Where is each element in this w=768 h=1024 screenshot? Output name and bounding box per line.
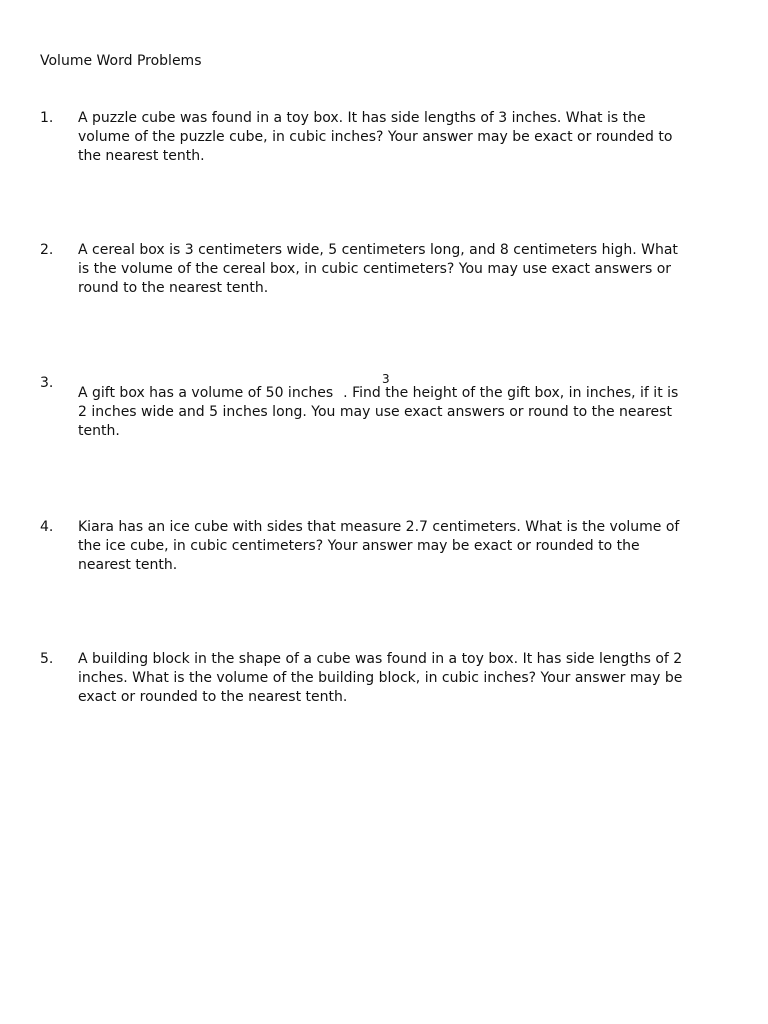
problem-line: round to the nearest tenth. — [78, 280, 269, 296]
problem-line: tenth. — [78, 423, 120, 439]
problem-number: 4. — [40, 519, 54, 535]
problem-1 — [40, 109, 730, 166]
cubic-exponent: 3 — [382, 372, 390, 386]
problem-number: 1. — [40, 110, 54, 126]
problem-4 — [40, 518, 730, 575]
problem-line: inches. What is the volume of the building block, in cubic inches? Your answer may be — [78, 670, 683, 686]
problem-text — [78, 650, 730, 707]
problem-line-end: . Find the height of the gift box, in inches, if it is — [343, 385, 679, 401]
problem-line: volume of the puzzle cube, in cubic inches? Your answer may be exact or rounded to — [78, 129, 673, 145]
problem-line: the nearest tenth. — [78, 148, 205, 164]
page-title: Volume Word Problems — [40, 53, 202, 69]
problem-line: is the volume of the cereal box, in cubic centimeters? You may use exact answers or — [78, 261, 672, 277]
problem-number: 3. — [40, 375, 54, 391]
problem-text — [78, 518, 730, 575]
problem-line: exact or rounded to the nearest tenth. — [78, 689, 348, 705]
problem-5 — [40, 650, 730, 707]
problem-number: 5. — [40, 651, 54, 667]
problem-text — [78, 109, 730, 166]
problem-text — [78, 241, 730, 298]
problem-line: A cereal box is 3 centimeters wide, 5 centimeters long, and 8 centimeters high. What — [78, 242, 678, 258]
problem-number: 2. — [40, 242, 54, 258]
problem-line: the ice cube, in cubic centimeters? Your answer may be exact or rounded to the — [78, 538, 640, 554]
problem-line — [78, 384, 730, 403]
problem-2 — [40, 241, 730, 298]
problem-line: nearest tenth. — [78, 557, 178, 573]
problem-line: A building block in the shape of a cube was found in a toy box. It has side lengths of 2 — [78, 651, 683, 667]
problem-line: A puzzle cube was found in a toy box. It has side lengths of 3 inches. What is the — [78, 110, 646, 126]
problem-text — [78, 373, 730, 441]
problem-line-start: A gift box has a volume of 50 inches — [78, 385, 334, 401]
problem-line: 2 inches wide and 5 inches long. You may use exact answers or round to the nearest — [78, 404, 672, 420]
problem-3 — [40, 373, 730, 441]
problem-line: Kiara has an ice cube with sides that measure 2.7 centimeters. What is the volume of — [78, 519, 680, 535]
